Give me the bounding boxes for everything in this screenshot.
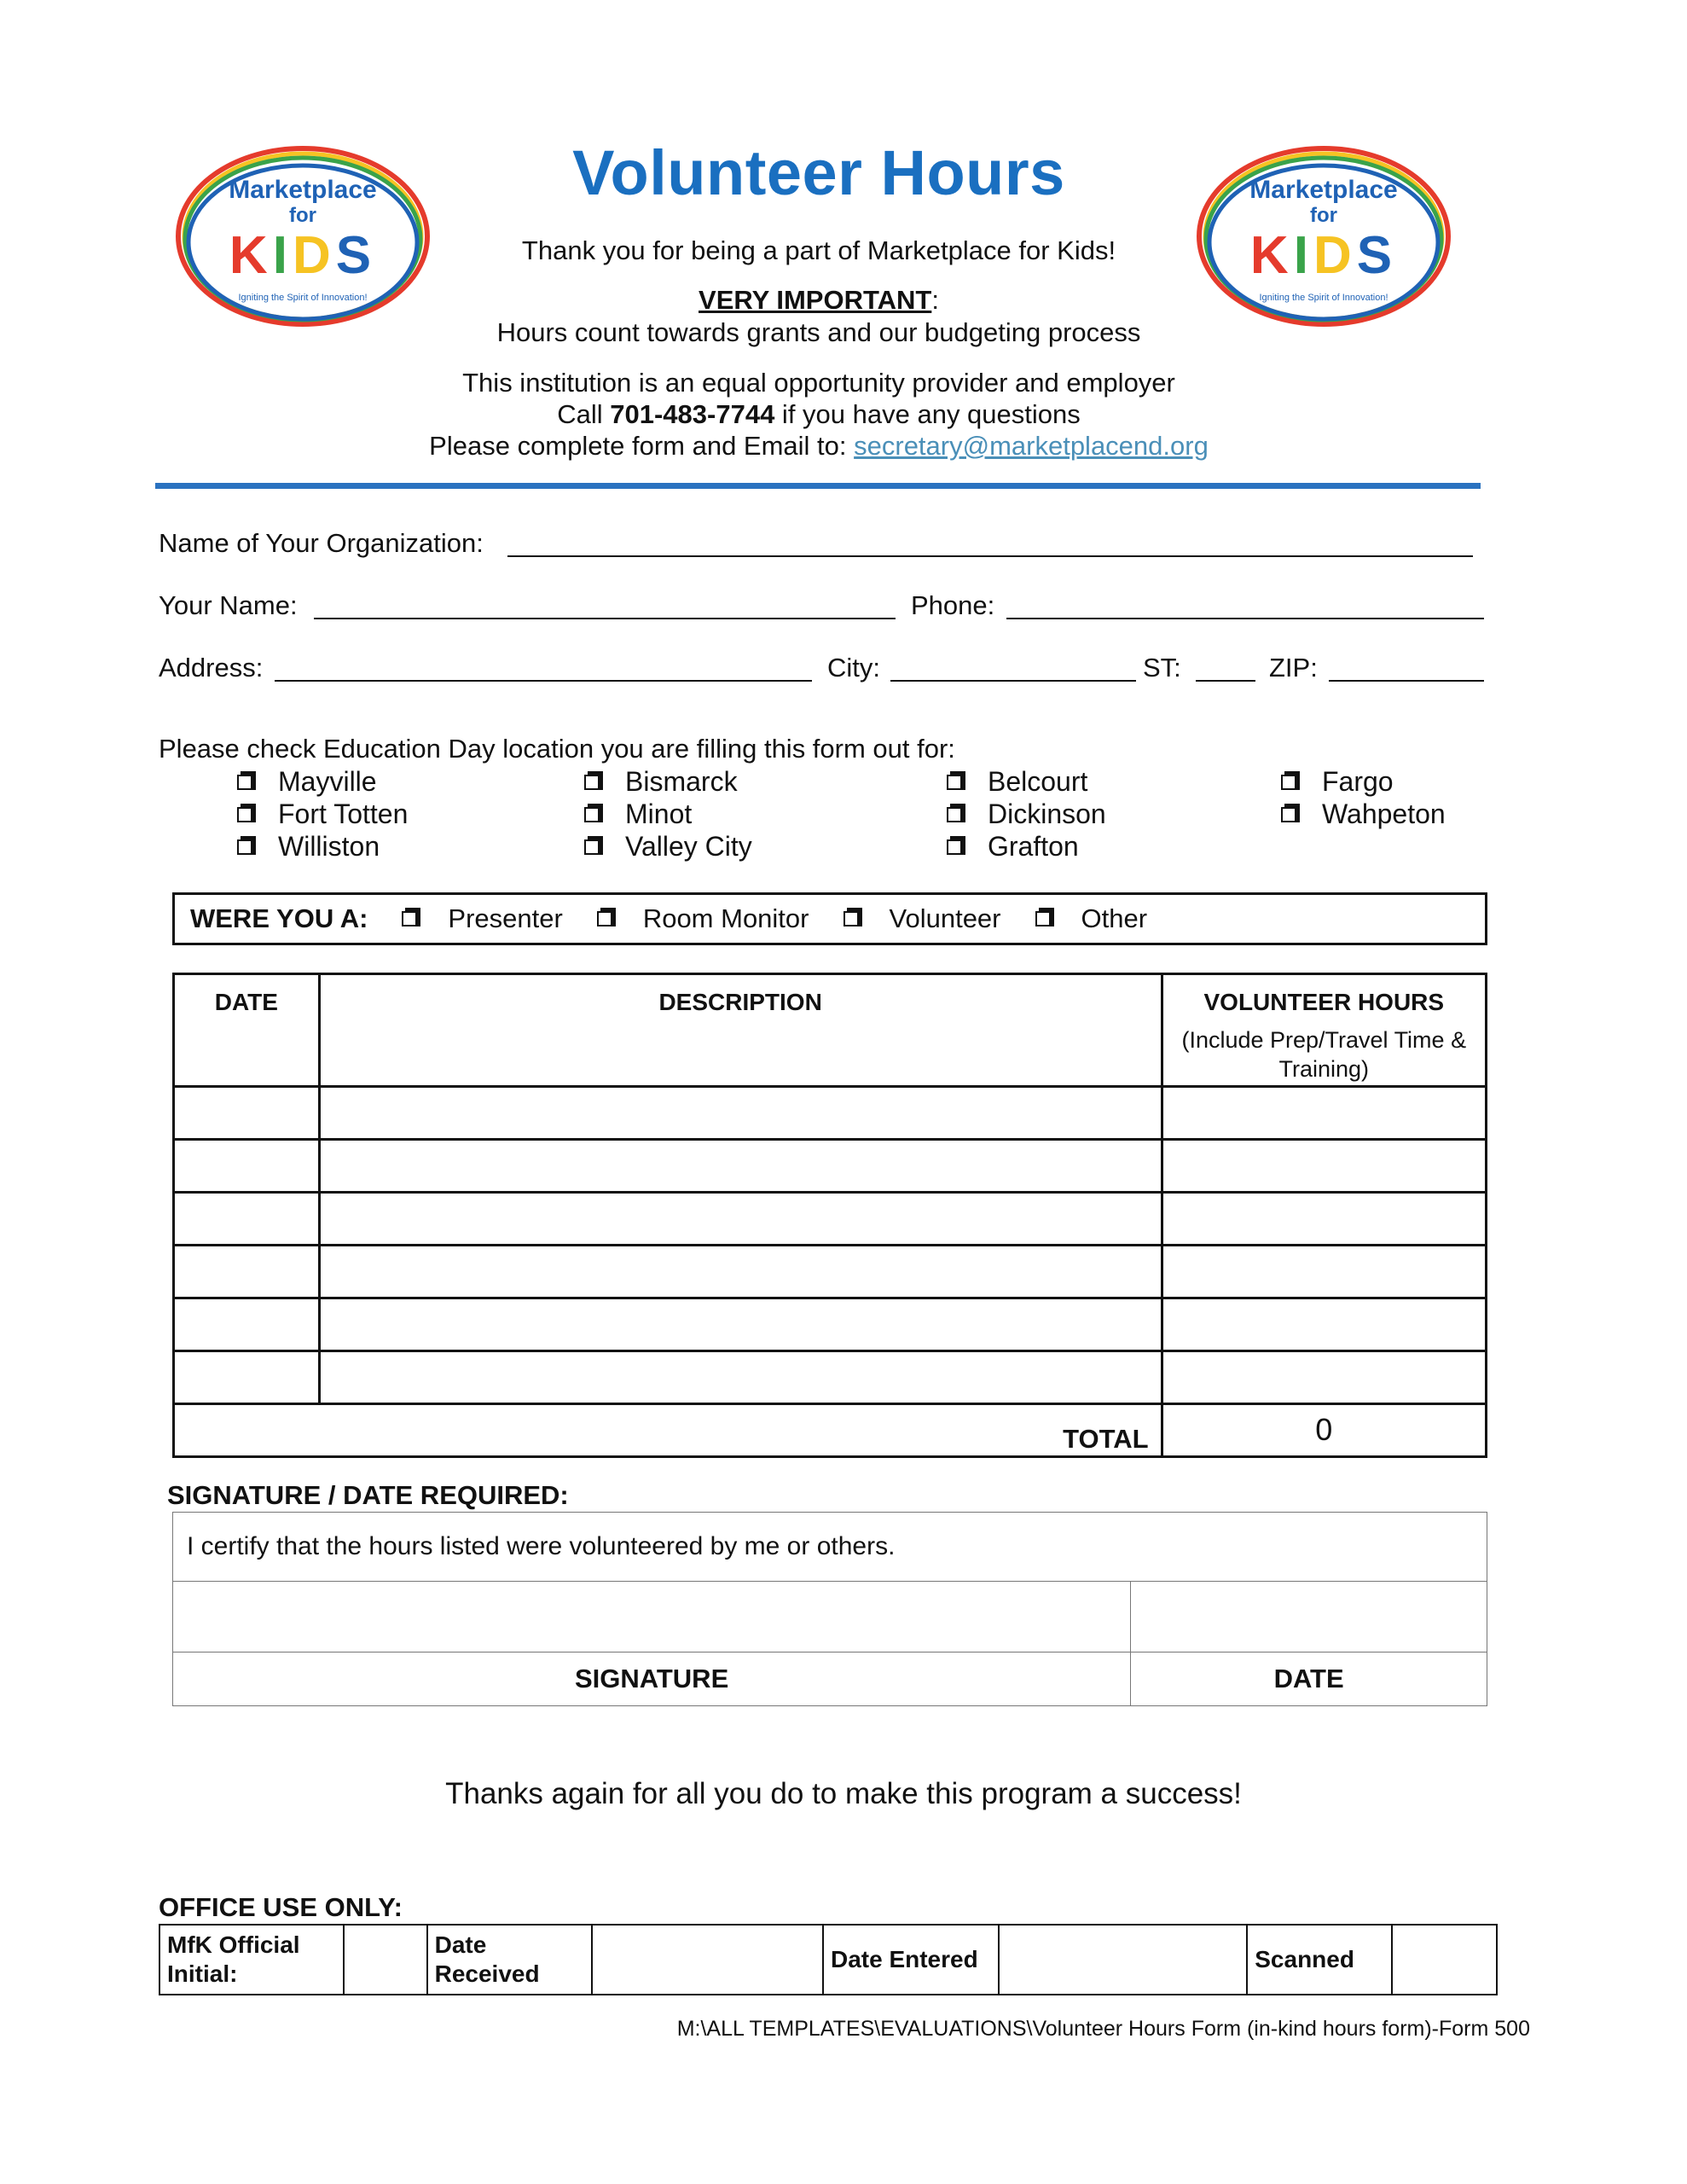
checkbox-icon[interactable] — [597, 911, 612, 926]
date-entered-label: Date Entered — [823, 1925, 999, 1995]
date-cell[interactable] — [174, 1350, 320, 1403]
date-cell[interactable] — [174, 1192, 320, 1245]
checkbox-icon[interactable] — [237, 839, 252, 855]
hours-column-note: (Include Prep/Travel Time & Training) — [1181, 1027, 1467, 1082]
table-row — [174, 1086, 1487, 1139]
location-prompt: Please check Education Day location you are filling this form out for: — [159, 734, 955, 764]
role-option-volunteer[interactable] — [844, 903, 1001, 934]
checkbox-icon[interactable] — [1281, 775, 1296, 790]
hours-cell[interactable] — [1162, 1298, 1486, 1350]
table-row — [174, 1350, 1487, 1403]
location-label: Bismarck — [625, 766, 738, 797]
role-selection-box — [172, 892, 1487, 945]
zip-field[interactable] — [1329, 680, 1484, 682]
location-label: Valley City — [625, 831, 752, 862]
official-initial-field[interactable] — [344, 1925, 427, 1995]
page-title: Volunteer Hours — [572, 137, 1065, 208]
signature-field[interactable] — [173, 1582, 1131, 1653]
hours-cell[interactable] — [1162, 1192, 1486, 1245]
hours-cell[interactable] — [1162, 1139, 1486, 1192]
location-option-minot[interactable] — [584, 799, 692, 830]
description-cell[interactable] — [319, 1086, 1162, 1139]
hours-cell[interactable] — [1162, 1245, 1486, 1298]
table-row — [174, 1245, 1487, 1298]
location-option-mayville[interactable] — [237, 766, 377, 798]
date-cell[interactable] — [174, 1245, 320, 1298]
state-label: ST: — [1143, 653, 1181, 682]
important-colon: : — [931, 285, 939, 315]
closing-message: Thanks again for all you do to make this program a success! — [445, 1777, 1242, 1810]
header-divider — [155, 483, 1481, 489]
svg-text:KIDS: KIDS — [1249, 226, 1398, 285]
description-cell[interactable] — [319, 1298, 1162, 1350]
description-cell[interactable] — [319, 1139, 1162, 1192]
checkbox-icon[interactable] — [947, 839, 962, 855]
signature-table — [172, 1512, 1487, 1706]
checkbox-icon[interactable] — [947, 775, 962, 790]
hours-column-header — [1162, 974, 1486, 1087]
location-option-fort-totten[interactable] — [237, 799, 408, 830]
signature-date-label: DATE — [1131, 1653, 1487, 1706]
checkbox-icon[interactable] — [584, 807, 600, 822]
certification-statement: I certify that the hours listed were volunteered by me or others. — [173, 1513, 1487, 1582]
date-cell[interactable] — [174, 1086, 320, 1139]
signature-date-field[interactable] — [1131, 1582, 1487, 1653]
location-option-williston[interactable] — [237, 831, 380, 863]
role-option-room-monitor[interactable] — [597, 903, 809, 934]
hours-column-title: VOLUNTEER HOURS — [1203, 989, 1445, 1015]
location-label: Wahpeton — [1322, 799, 1446, 829]
volunteer-hours-table — [172, 973, 1487, 1458]
address-label: Address: — [159, 653, 264, 682]
svg-text:for: for — [1310, 204, 1337, 227]
phone-field[interactable] — [1006, 618, 1484, 619]
email-prefix: Please complete form and Email to: — [429, 431, 855, 461]
checkbox-icon[interactable] — [237, 807, 252, 822]
location-label: Fargo — [1322, 766, 1394, 797]
scanned-field[interactable] — [1392, 1925, 1497, 1995]
email-link[interactable]: secretary@marketplacend.org — [854, 431, 1209, 461]
location-option-bismarck[interactable] — [584, 766, 738, 798]
checkbox-icon[interactable] — [844, 911, 859, 926]
checkbox-icon[interactable] — [402, 911, 417, 926]
role-option-label: Volunteer — [889, 903, 1001, 933]
address-field[interactable] — [275, 680, 812, 682]
location-option-fargo[interactable] — [1281, 766, 1394, 798]
location-option-valley-city[interactable] — [584, 831, 752, 863]
call-suffix: if you have any questions — [774, 399, 1081, 429]
city-label: City: — [827, 653, 880, 682]
checkbox-icon[interactable] — [584, 775, 600, 790]
organization-label: Name of Your Organization: — [159, 528, 484, 558]
total-label: TOTAL — [174, 1403, 1162, 1456]
role-label: WERE YOU A: — [190, 903, 368, 933]
location-option-grafton[interactable] — [947, 831, 1079, 863]
total-row — [174, 1403, 1487, 1456]
role-option-label: Other — [1081, 903, 1148, 933]
important-text: Hours count towards grants and our budgeting process — [496, 317, 1141, 347]
role-option-other[interactable] — [1035, 903, 1148, 934]
important-heading — [367, 285, 1271, 316]
description-cell[interactable] — [319, 1192, 1162, 1245]
table-row — [174, 1192, 1487, 1245]
table-row — [174, 1298, 1487, 1350]
date-received-field[interactable] — [592, 1925, 823, 1995]
role-option-presenter[interactable] — [402, 903, 562, 934]
office-use-heading: OFFICE USE ONLY: — [159, 1892, 403, 1922]
location-label: Mayville — [278, 766, 377, 797]
location-label: Minot — [625, 799, 693, 829]
table-row — [174, 1139, 1487, 1192]
location-label: Fort Totten — [278, 799, 409, 829]
svg-text:KIDS: KIDS — [229, 226, 377, 285]
email-line — [367, 431, 1271, 462]
date-entered-field[interactable] — [999, 1925, 1247, 1995]
description-cell[interactable] — [319, 1350, 1162, 1403]
location-option-wahpeton[interactable] — [1281, 799, 1446, 830]
svg-text:for: for — [289, 204, 316, 227]
svg-text:Igniting the Spirit of Innovat: Igniting the Spirit of Innovation! — [238, 293, 368, 303]
svg-text:Marketplace: Marketplace — [229, 176, 377, 204]
zip-label: ZIP: — [1269, 653, 1318, 682]
template-path-footer: M:\ALL TEMPLATES\EVALUATIONS\Volunteer Hours Form (in-kind hours form)-Form 500 — [676, 2017, 1530, 2041]
location-option-dickinson[interactable] — [947, 799, 1106, 830]
thanks-line: Thank you for being a part of Marketplace for Kids! — [521, 235, 1116, 265]
contact-phone: 701-483-7744 — [610, 399, 775, 429]
hours-cell[interactable] — [1162, 1350, 1486, 1403]
location-option-belcourt[interactable] — [947, 766, 1087, 798]
svg-text:Marketplace: Marketplace — [1249, 176, 1398, 204]
phone-label: Phone: — [911, 590, 995, 620]
svg-text:Igniting the Spirit of Innovat: Igniting the Spirit of Innovation! — [1259, 293, 1388, 303]
checkbox-icon[interactable] — [237, 775, 252, 790]
location-label: Grafton — [988, 831, 1079, 862]
your-name-label: Your Name: — [159, 590, 298, 620]
checkbox-icon[interactable] — [584, 839, 600, 855]
description-cell[interactable] — [319, 1245, 1162, 1298]
table-header-row — [174, 974, 1487, 1087]
important-label: VERY IMPORTANT — [699, 285, 932, 315]
official-initial-label: MfK Official Initial: — [159, 1925, 344, 1995]
date-cell[interactable] — [174, 1298, 320, 1350]
location-label: Williston — [278, 831, 380, 862]
date-received-label: Date Received — [427, 1925, 592, 1995]
location-label: Dickinson — [988, 799, 1106, 829]
checkbox-icon[interactable] — [947, 807, 962, 822]
call-prefix: Call — [557, 399, 611, 429]
checkbox-icon[interactable] — [1281, 807, 1296, 822]
total-value: 0 — [1162, 1403, 1486, 1456]
location-label: Belcourt — [988, 766, 1088, 797]
role-option-label: Presenter — [448, 903, 563, 933]
date-cell[interactable] — [174, 1139, 320, 1192]
call-line — [367, 399, 1271, 430]
signature-heading: SIGNATURE / DATE REQUIRED: — [167, 1480, 569, 1510]
hours-cell[interactable] — [1162, 1086, 1486, 1139]
organization-field[interactable] — [507, 555, 1473, 557]
role-option-label: Room Monitor — [642, 903, 809, 933]
office-use-table — [159, 1924, 1498, 1995]
equal-opportunity-text: This institution is an equal opportunity provider and employer — [462, 368, 1175, 398]
scanned-label: Scanned — [1247, 1925, 1392, 1995]
your-name-field[interactable] — [314, 618, 896, 619]
checkbox-icon[interactable] — [1035, 911, 1051, 926]
signature-label: SIGNATURE — [173, 1653, 1131, 1706]
description-column-header: DESCRIPTION — [319, 974, 1162, 1087]
date-column-header: DATE — [174, 974, 320, 1087]
state-field[interactable] — [1196, 680, 1255, 682]
city-field[interactable] — [890, 680, 1136, 682]
